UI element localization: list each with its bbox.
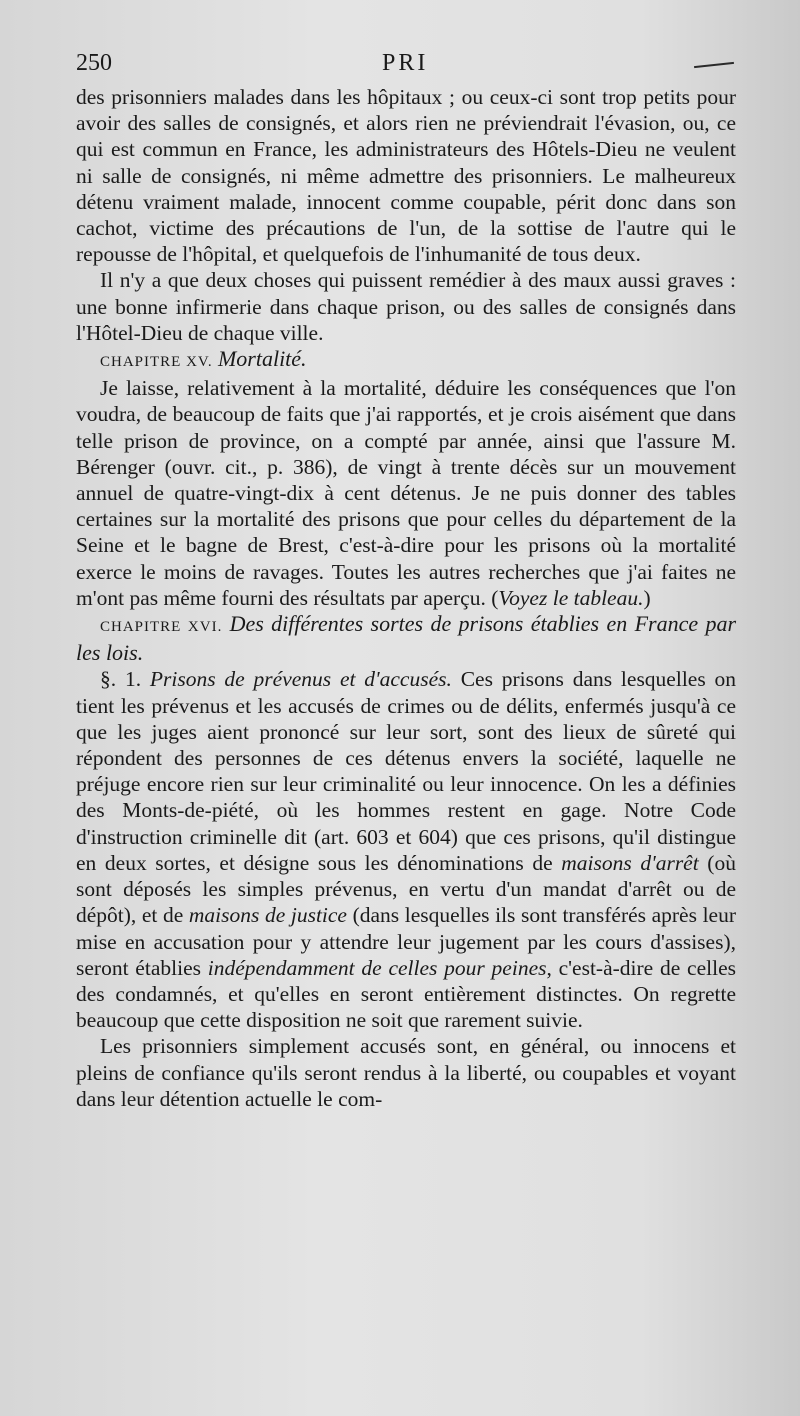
paragraph-4-text: (dans lesquelles ils sont transférés après leur mise en accusation pour y attendre leur jugement par les cours d'assises), seront établies (76, 903, 736, 980)
page-number: 250 (76, 50, 112, 76)
chapter-label: CHAPITRE XV. (100, 354, 213, 371)
body-text (76, 84, 736, 1112)
section-number: §. 1. (100, 667, 142, 692)
paragraph-4-text: Ces prisons dans lesquelles on tient les prévenus et les accusés de crimes ou de délits, enfermés jusqu'à ce que les juges aient prononcé sur leur sort, sont des lieux de sûreté qui répondent des personnes de ces détenus envers la société, laquelle ne préjuge encore rien sur leur criminalité ou leur innocence. On les a définies des Monts-de-piété, où les hommes restent en gage. Notre Code d'instruction criminelle dit (art. 603 et 604) que ces prisons, qu'il distingue en deux sortes, et désigne sous les dénominations de (76, 667, 737, 875)
paragraph-4-text: (où sont déposés les simples prévenus, en vertu d'un mandat d'arrêt ou de dépôt), et de (76, 850, 736, 928)
chapter-title: Mortalité. (217, 346, 307, 372)
paragraph-3-close: ) (643, 585, 651, 610)
running-head: PRI (382, 50, 429, 76)
header-rule (694, 62, 734, 68)
chapter-16-heading (76, 611, 736, 666)
paragraph-3 (76, 375, 736, 611)
term-independamment: indépendamment de celles pour peines (207, 955, 547, 980)
page-header (76, 50, 740, 84)
paragraph-5: Les prisonniers simplement accusés sont, en général, ou innocens et pleins de confiance qu'ils seront rendus à la liberté, ou coupables et voyant dans leur détention actuelle le com- (76, 1034, 736, 1111)
paragraph-3-text: Je laisse, relativement à la mortalité, déduire les conséquences que l'on voudra, de beaucoup de faits que j'ai rapportés, et je crois aisément que dans telle prison de province, on a compté par année, ainsi que l'assure M. Bérenger (ouvr. cit., p. 386), de vingt à trente décès sur un mouvement annuel de quatre-vingt-dix à cent détenus. Je ne puis donner des tables certaines sur la mortalité des prisons que pour celles du département de la Seine et le bagne de Brest, c'est-à-dire pour les prisons où la mortalité exerce le moins de ravages. Toutes les autres recherches que j'ai faites ne m'ont pas même fourni des résultats par aperçu. ( (76, 376, 736, 610)
chapter-label: CHAPITRE XVI. (100, 619, 223, 636)
paragraph-2: Il n'y a que deux choses qui puissent remédier à des maux aussi graves : une bonne infirmerie dans chaque prison, ou des salles de consignés dans l'Hôtel-Dieu de chaque ville. (76, 268, 736, 345)
paragraph-1: des prisonniers malades dans les hôpitaux ; ou ceux-ci sont trop petits pour avoir des salles de consignés, et alors rien ne préviendrait l'évasion, ou, ce qui est commun en France, les administrateurs des Hôtels-Dieu ne veulent ni salle de consignés, ni même admettre des prisonniers. Le malheureux détenu vraiment malade, innocent comme coupable, périt donc dans son cachot, victime des précautions de l'un, de la sottise de l'autre qui le repousse de l'hôpital, et quelquefois de l'inhumanité de tous deux. (76, 85, 736, 267)
paragraph-4 (76, 666, 736, 1033)
chapter-title: Des différentes sortes de prisons établies en France par les lois. (76, 611, 737, 666)
paragraph-4-text: , c'est-à-dire de celles des condamnés, et qu'elles en seront entièrement distinctes. On regrette beaucoup que cette disposition ne soit que rarement suivie. (76, 955, 736, 1033)
term-maisons-justice: maisons de justice (188, 903, 347, 928)
chapter-15-heading (76, 346, 736, 375)
see-table-reference: Voyez le tableau. (498, 585, 644, 610)
term-maisons-arret: maisons d'arrêt (561, 850, 699, 875)
section-title: Prisons de prévenus et d'accusés. (149, 667, 452, 692)
